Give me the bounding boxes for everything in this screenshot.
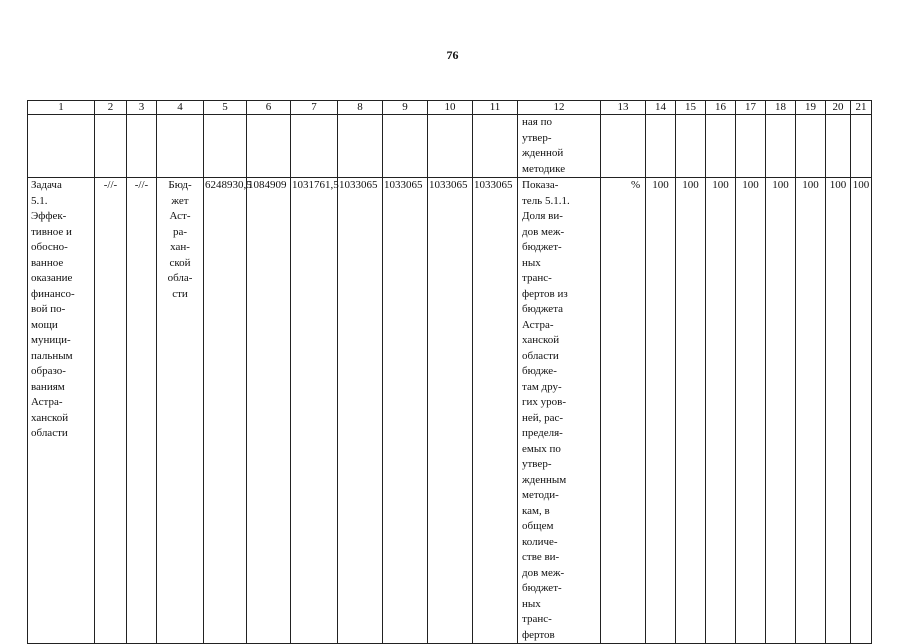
indicator-value: 100 xyxy=(736,178,766,644)
ditto-mark: -//- xyxy=(127,178,157,644)
header-cell: 9 xyxy=(383,101,428,115)
indicator-value: 100 xyxy=(646,178,676,644)
table-cell xyxy=(796,115,826,178)
indicator-continuation: ная по утвер- жденной методике xyxy=(518,115,601,178)
amount-year: 1033065 xyxy=(383,178,428,644)
amount-total: 6248930,5 xyxy=(204,178,247,644)
header-cell: 17 xyxy=(736,101,766,115)
indicator-value: 100 xyxy=(796,178,826,644)
header-cell: 18 xyxy=(766,101,796,115)
table-cell xyxy=(601,115,646,178)
page-number: 76 xyxy=(446,48,459,62)
table-cell xyxy=(127,115,157,178)
header-cell: 13 xyxy=(601,101,646,115)
header-cell: 1 xyxy=(28,101,95,115)
amount-year: 1033065 xyxy=(428,178,473,644)
table-cell xyxy=(338,115,383,178)
header-row xyxy=(28,101,872,115)
amount-year: 1084909 xyxy=(247,178,291,644)
table-cell xyxy=(383,115,428,178)
header-cell: 6 xyxy=(247,101,291,115)
amount-year: 1031761,5 xyxy=(291,178,338,644)
table-cell xyxy=(473,115,518,178)
header-cell: 8 xyxy=(338,101,383,115)
header-cell: 12 xyxy=(518,101,601,115)
header-cell: 2 xyxy=(95,101,127,115)
header-cell: 20 xyxy=(826,101,851,115)
header-cell: 14 xyxy=(646,101,676,115)
header-cell: 19 xyxy=(796,101,826,115)
unit-of-measure: % xyxy=(601,178,646,644)
table-cell xyxy=(95,115,127,178)
funding-source: Бюд- жет Аст- ра- хан- ской обла- сти xyxy=(157,178,204,644)
header-cell: 10 xyxy=(428,101,473,115)
table-cell xyxy=(826,115,851,178)
table-cell xyxy=(428,115,473,178)
amount-year: 1033065 xyxy=(338,178,383,644)
table-cell xyxy=(204,115,247,178)
table-cell xyxy=(28,115,95,178)
table-cell xyxy=(706,115,736,178)
header-cell: 11 xyxy=(473,101,518,115)
indicator-description: Показа- тель 5.1.1. Доля ви- дов меж- бюджет- ных транс- фертов из бюджета Астра- ханской области бюдже- там дру- гих уров- ней, рас- пределя- емых по утвер- жденным методи- кам, в общем количе- стве ви- дов меж- бюджет- ных транс- фертов xyxy=(518,178,601,644)
header-cell: 4 xyxy=(157,101,204,115)
indicator-value: 100 xyxy=(851,178,872,644)
amount-year: 1033065 xyxy=(473,178,518,644)
ditto-mark: -//- xyxy=(95,178,127,644)
table-cell xyxy=(291,115,338,178)
indicator-value: 100 xyxy=(706,178,736,644)
header-cell: 3 xyxy=(127,101,157,115)
indicator-value: 100 xyxy=(766,178,796,644)
header-cell: 7 xyxy=(291,101,338,115)
budget-table xyxy=(27,100,872,644)
indicator-value: 100 xyxy=(826,178,851,644)
table-cell xyxy=(851,115,872,178)
indicator-value: 100 xyxy=(676,178,706,644)
table-cell xyxy=(766,115,796,178)
table-cell xyxy=(676,115,706,178)
header-cell: 5 xyxy=(204,101,247,115)
table-cell xyxy=(736,115,766,178)
continuation-row xyxy=(28,115,872,178)
task-row xyxy=(28,178,872,644)
table-cell xyxy=(646,115,676,178)
header-cell: 21 xyxy=(851,101,872,115)
header-cell: 16 xyxy=(706,101,736,115)
task-name: Задача 5.1. Эффек- тивное и обосно- ванное оказание финансо- вой по- мощи муници- пальным образо- ваниям Астра- ханской области xyxy=(28,178,95,644)
table-cell xyxy=(247,115,291,178)
table-cell xyxy=(157,115,204,178)
header-cell: 15 xyxy=(676,101,706,115)
